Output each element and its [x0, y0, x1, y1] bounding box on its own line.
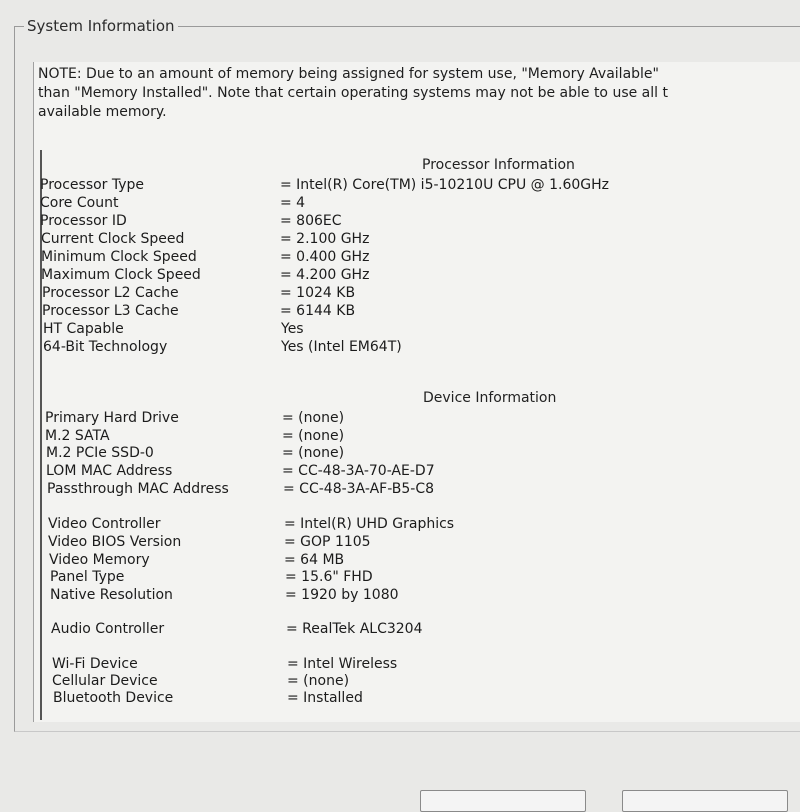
info-value: = (none): [282, 410, 345, 426]
info-value: = RealTek ALC3204: [286, 621, 423, 637]
info-value: = 15.6" FHD: [285, 569, 373, 585]
info-label: Audio Controller: [51, 621, 165, 637]
info-value: Yes: [281, 321, 304, 337]
info-label: 64-Bit Technology: [43, 339, 168, 355]
info-value: = 4.200 GHz: [280, 267, 370, 283]
info-value: = 64 MB: [284, 552, 345, 568]
info-label: Bluetooth Device: [53, 690, 174, 706]
info-value: = 806EC: [280, 213, 342, 229]
dialog-button-left[interactable]: [420, 790, 586, 812]
info-label: Current Clock Speed: [41, 231, 185, 247]
info-label: Video Controller: [48, 516, 161, 532]
info-label: M.2 SATA: [45, 428, 110, 444]
info-value: = 2.100 GHz: [280, 231, 370, 247]
info-value: = 1920 by 1080: [285, 587, 399, 603]
info-value: = 1024 KB: [280, 285, 356, 301]
info-value: = Intel Wireless: [287, 656, 398, 672]
info-value: = 0.400 GHz: [280, 249, 370, 265]
info-label: Processor L2 Cache: [42, 285, 179, 301]
info-value: = Intel(R) UHD Graphics: [284, 516, 455, 532]
info-value: = 6144 KB: [280, 303, 356, 319]
info-label: Processor Type: [40, 177, 145, 193]
info-value: = GOP 1105: [284, 534, 371, 550]
info-label: Processor ID: [40, 213, 127, 229]
info-label: Video Memory: [49, 552, 150, 568]
info-value: = Installed: [287, 690, 363, 706]
info-value: = (none): [282, 428, 345, 444]
group-title: System Information: [24, 17, 178, 35]
info-label: Passthrough MAC Address: [47, 481, 229, 497]
info-label: M.2 PCIe SSD-0: [46, 445, 154, 461]
info-label: Cellular Device: [52, 673, 158, 689]
info-value: Yes (Intel EM64T): [281, 339, 402, 355]
info-value: = 4: [280, 195, 306, 211]
device-information-title: Device Information: [423, 390, 557, 406]
info-value: = CC-48-3A-AF-B5-C8: [283, 481, 434, 497]
info-value: = Intel(R) Core(TM) i5-10210U CPU @ 1.60GHz: [280, 177, 610, 193]
info-value: = (none): [282, 445, 345, 461]
info-label: Wi-Fi Device: [52, 656, 138, 672]
info-value: = CC-48-3A-70-AE-D7: [282, 463, 435, 479]
info-label: Native Resolution: [50, 587, 173, 603]
memory-note: NOTE: Due to an amount of memory being assigned for system use, "Memory Available" than "Memory Installed". Note that certain operating systems may not be able to use all t available memory.: [38, 66, 668, 120]
info-label: Video BIOS Version: [48, 534, 182, 550]
info-label: Minimum Clock Speed: [41, 249, 197, 265]
info-label: HT Capable: [43, 321, 124, 337]
dialog-button-right[interactable]: [622, 790, 788, 812]
info-value: = (none): [287, 673, 350, 689]
info-label: Maximum Clock Speed: [41, 267, 201, 283]
info-label: Core Count: [40, 195, 119, 211]
info-label: Processor L3 Cache: [42, 303, 179, 319]
info-label: Panel Type: [50, 569, 125, 585]
info-label: Primary Hard Drive: [45, 410, 179, 426]
info-label: LOM MAC Address: [46, 463, 173, 479]
processor-information-title: Processor Information: [422, 157, 575, 173]
